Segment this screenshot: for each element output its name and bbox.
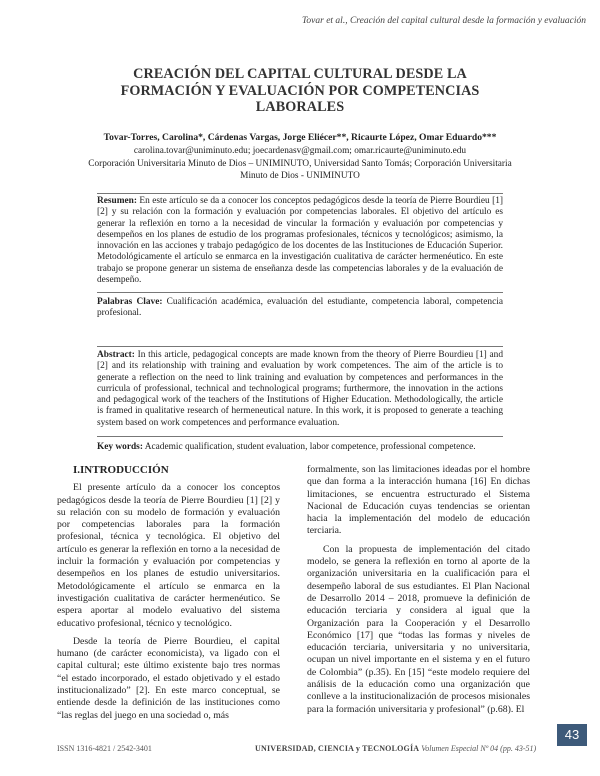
right-column: [307, 464, 530, 722]
author-emails: carolina.tovar@uniminuto.edu; joecardenasv@gmail.com; omar.ricaurte@uniminuto.edu: [133, 146, 467, 156]
intro-paragraph-4: Con la propuesta de implementación del citado modelo, se genera la reflexión en torno al aporte de la organización universitaria en la cualificación para el desempeño laboral de sus estudiantes. El Plan Nacional de Desarrollo 2014 – 2018, promueve la definición de educación terciaria y considera al igual que la Organización para la Cooperación y el Desarrollo Económico [17] que “todas las formas y niveles de educación terciaria, universitaria y no universitaria, ocupan un nivel importante en el sistema y en el futuro de Colombia” (p.35). En [15] “este modelo requiere del análisis de la educación como una organización que conlleve a la institucionalización de procesos misionales para la formación universitaria y profesional” (p.68). El: [307, 543, 530, 715]
section-title-introduccion: I.INTRODUCCIÓN: [73, 464, 169, 476]
divider-resumen: [97, 292, 503, 293]
intro-paragraph-2: Desde la teoría de Pierre Bourdieu, el capital humano (de carácter economicista), va ligado con el capital cultural; este último existente bajo tres normas “el estado incorporado, el estado objetivado y el estado institucionalizado” [2]. En este marco conceptual, se entiende desde la definición de las instituciones como “las reglas del juego en una sociedad o, más: [57, 635, 280, 721]
resumen-label: Resumen:: [97, 196, 137, 206]
affiliation: Corporación Universitaria Minuto de Dios – UNIMINUTO, Universidad Santo Tomás; Corporación Universitaria Minuto de Dios - UNIMINUTO: [88, 159, 512, 181]
journal-name: UNIVERSIDAD, CIENCIA y TECNOLOGÍA: [255, 744, 420, 753]
title-line-2: FORMACIÓN Y EVALUACIÓN POR COMPETENCIAS: [120, 82, 480, 99]
abstract-label: Abstract:: [97, 350, 135, 360]
divider-abstract: [97, 436, 503, 437]
journal-detail: Volumen Especial Nº 04 (pp. 43-51): [421, 744, 537, 753]
author-list: Tovar-Torres, Carolina*, Cárdenas Vargas, Jorge Eliécer**, Ricaurte López, Omar Eduardo***: [103, 132, 497, 143]
palabras-clave-label: Palabras Clave:: [97, 297, 163, 307]
left-column: [57, 464, 280, 728]
keywords-text: Academic qualification, student evaluation, labor competence, professional competence.: [142, 442, 476, 452]
journal-info: [255, 744, 536, 753]
intro-paragraph-3: formalmente, son las limitaciones ideadas por el hombre que dan forma a la interacción humana [16] En dichas limitaciones, se encuentra estructurado el Sistema Nacional de Educación cuyas tendencias se orientan hacia la implementación del modelo de educación terciaria.: [307, 464, 530, 537]
running-header: Tovar et al., Creación del capital cultural desde la formación y evaluación: [302, 16, 586, 26]
abstract-block: [97, 350, 503, 429]
resumen-block: [97, 196, 503, 286]
resumen-text: En este artículo se da a conocer los conceptos pedagógicos desde la teoría de Pierre Bourdieu [1] [2] y su relación con la formación y evaluación por competencias laborales. El objetivo del artículo es generar la reflexión en torno a la necesidad de vincular la formación y evaluación por competencias y desempeños en los planes de estudio de los programas profesionales, técnicos y tecnológicos; asimismo, la innovación en las acciones y trabajo pedagógico de los docentes de las Instituciones de Educación Superior. Metodológicamente el artículo se enmarca en la investigación cualitativa de carácter hermenéutico. En este trabajo se propone generar un sistema de enseñanza desde las competencias laborales y de la evaluación de desempeño.: [97, 196, 503, 286]
keywords-label: Key words:: [97, 442, 143, 452]
palabras-clave-text: Cualificación académica, evaluación del estudiante, competencia laboral, competencia profesional.: [97, 297, 503, 319]
abstract-text: In this article, pedagogical concepts are made known from the theory of Pierre Bourdieu [1] and [2] and its relationship with training and evaluation by work competences. The aim of the article is to generate a reflection on the need to link training and evaluation by competences and performances in the curricula of professional, technical and technological programs; furthermore, the innovation in the actions and pedagogical work of the teachers of the Institutions of Higher Education. Methodologically, the article is framed in qualitative research of hermeneutical nature. In this work, it is proposed to generate a teaching system based on work competences and performance evaluation.: [97, 350, 503, 428]
page-number: 43: [557, 724, 587, 746]
title-line-1: CREACIÓN DEL CAPITAL CULTURAL DESDE LA: [133, 66, 467, 82]
paper-title: [60, 66, 540, 116]
divider-abstract-top: [97, 346, 503, 347]
divider-top: [97, 193, 503, 194]
issn: ISSN 1316-4821 / 2542-3401: [57, 744, 152, 753]
palabras-clave-block: [97, 297, 503, 320]
title-line-3: LABORALES: [255, 99, 345, 115]
intro-paragraph-1: El presente artículo da a conocer los conceptos pedagógicos desde la teoría de Pierre Bourdieu [1] [2] y su relación con su modelo de formación y evaluación por competencias laborales para la formación profesional, técnica y tecnológica. El objetivo del artículo es generar la reflexión en torno a la necesidad de incluir la formación y evaluación por competencias y desempeños en los planes de estudio universitarios. Metodológicamente el artículo se enmarca en la investigación cualitativa de carácter hermenéutico. Se espera aportar al modelo evaluativo del sistema educativo profesional, técnico y tecnológico.: [57, 482, 280, 629]
keywords-block: [97, 442, 503, 453]
